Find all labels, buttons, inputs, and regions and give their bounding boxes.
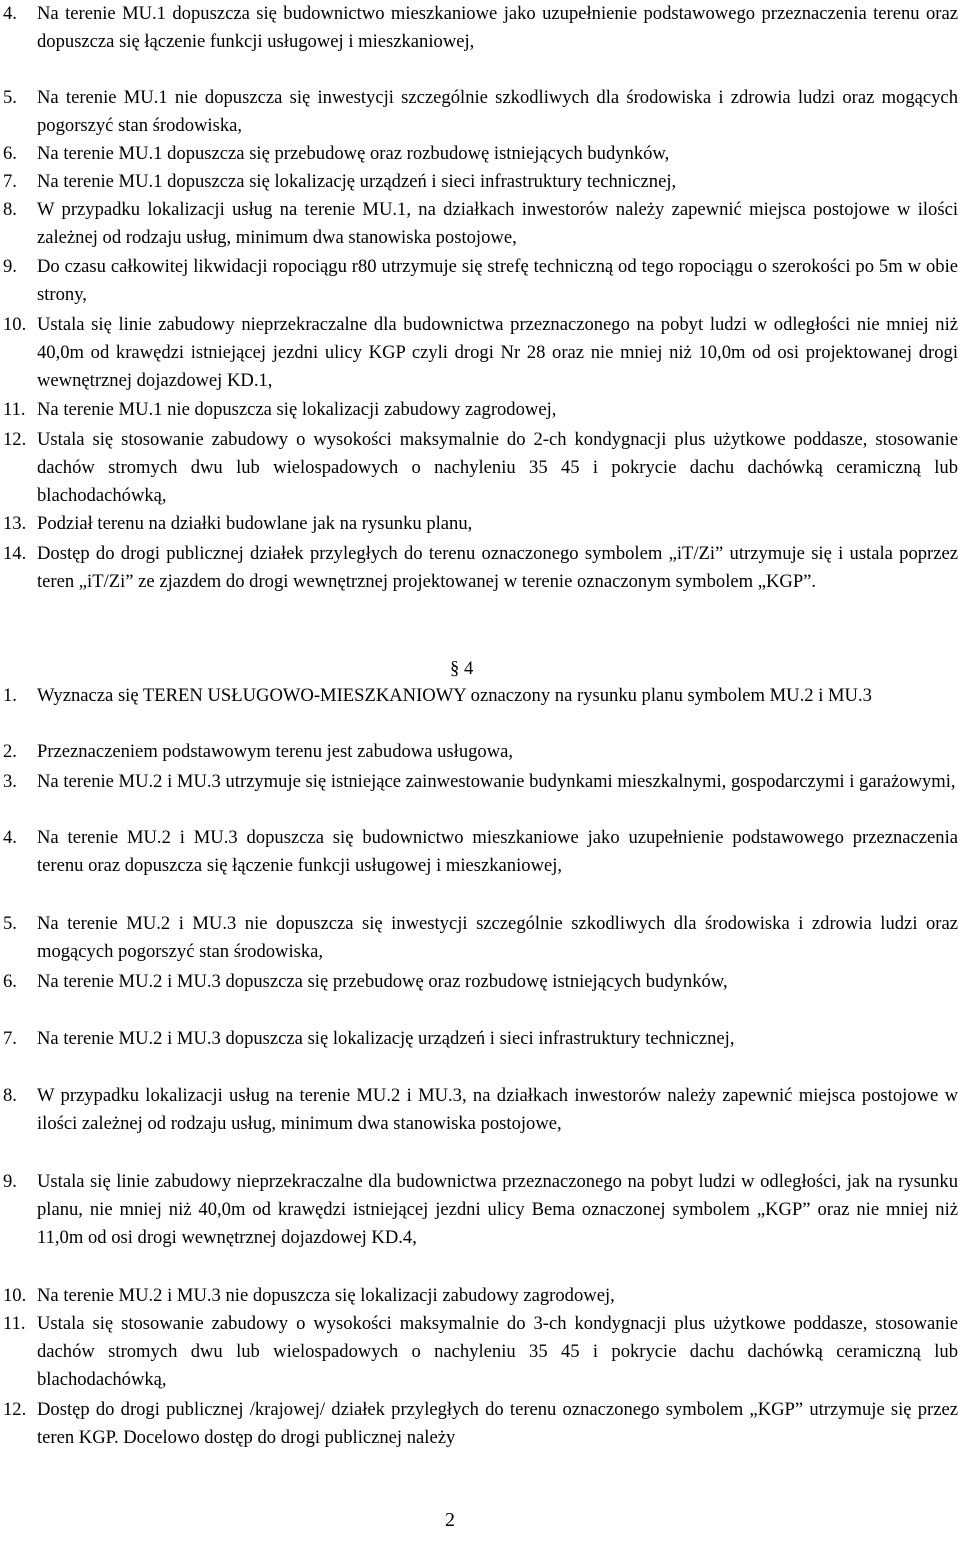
list-item	[0, 1396, 958, 1452]
list-item	[0, 396, 958, 424]
item-text: Na terenie MU.1 dopuszcza się budownictwo mieszkaniowe jako uzupełnienie podstawowego przeznaczenia terenu oraz dopuszcza się łączenie funkcji usługowej i mieszkaniowej,	[37, 3, 958, 52]
item-number: 9.	[3, 1171, 17, 1192]
item-number: 14.	[3, 543, 27, 564]
list-item	[0, 540, 958, 596]
list-item	[0, 682, 958, 710]
list-item	[0, 0, 958, 56]
item-number: 1.	[3, 685, 17, 706]
list-item	[0, 84, 958, 140]
list-item	[0, 910, 958, 966]
item-text: W przypadku lokalizacji usług na terenie MU.1, na działkach inwestorów należy zapewnić miejsca postojowe w ilości zależnej od rodzaju usług, minimum dwa stanowiska postojowe,	[37, 199, 958, 248]
item-number: 4.	[3, 3, 17, 24]
item-number: 5.	[3, 87, 17, 108]
item-number: 2.	[3, 741, 17, 762]
list-item	[0, 768, 958, 796]
list-item	[0, 1025, 958, 1053]
item-number: 6.	[3, 971, 17, 992]
item-number: 10.	[3, 1285, 27, 1306]
item-number: 3.	[3, 771, 17, 792]
list-item	[0, 253, 958, 309]
list-item	[0, 738, 958, 766]
item-text: Podział terenu na działki budowlane jak na rysunku planu,	[37, 513, 473, 534]
item-text: Na terenie MU.1 nie dopuszcza się inwestycji szczególnie szkodliwych dla środowiska i zdrowia ludzi oraz mogących pogorszyć stan środowiska,	[37, 87, 958, 136]
item-number: 11.	[3, 399, 26, 420]
list-item	[0, 510, 958, 538]
item-text: W przypadku lokalizacji usług na terenie MU.2 i MU.3, na działkach inwestorów należy zapewnić miejsca postojowe w ilości zależnej od rodzaju usług, minimum dwa stanowiska postojowe,	[37, 1085, 958, 1134]
item-text: Dostęp do drogi publicznej działek przyległych do terenu oznaczonego symbolem „iT/Zi” utrzymuje się i ustala poprzez teren „iT/Zi” ze zjazdem do drogi wewnętrznej projektowanej w terenie oznaczonym symbolem „KGP”.	[37, 543, 958, 592]
item-number: 12.	[3, 429, 27, 450]
item-text: Ustala się stosowanie zabudowy o wysokości maksymalnie do 2-ch kondygnacji plus użytkowe poddasze, stosowanie dachów stromych dwu lub wielospadowych o nachyleniu 35 45 i pokrycie dachu dachówką ceramiczną lub blachodachówką,	[37, 429, 958, 506]
item-number: 10.	[3, 314, 27, 335]
list-item	[0, 1082, 958, 1138]
item-text: Na terenie MU.2 i MU.3 utrzymuje się istniejące zainwestowanie budynkami mieszkalnymi, gospodarczymi i garażowymi,	[37, 771, 956, 792]
item-number: 11.	[3, 1313, 26, 1334]
item-number: 5.	[3, 913, 17, 934]
item-text: Na terenie MU.2 i MU.3 dopuszcza się lokalizację urządzeń i sieci infrastruktury technicznej,	[37, 1028, 735, 1049]
item-text: Na terenie MU.2 i MU.3 nie dopuszcza się inwestycji szczególnie szkodliwych dla środowiska i zdrowia ludzi oraz mogących pogorszyć stan środowiska,	[37, 913, 958, 962]
list-item	[0, 140, 958, 168]
item-number: 9.	[3, 256, 17, 277]
item-text: Wyznacza się TEREN USŁUGOWO-MIESZKANIOWY oznaczony na rysunku planu symbolem MU.2 i MU.3	[37, 685, 872, 706]
item-number: 7.	[3, 171, 17, 192]
item-number: 12.	[3, 1399, 27, 1420]
list-item	[0, 168, 958, 196]
list-item	[0, 1282, 958, 1310]
item-text: Ustala się linie zabudowy nieprzekraczalne dla budownictwa przeznaczonego na pobyt ludzi w odległości nie mniej niż 40,0m od krawędzi istniejącej jezdni ulicy KGP czyli drogi Nr 28 oraz nie mniej niż 10,0m od osi projektowanej drogi wewnętrznej dojazdowej KD.1,	[37, 314, 958, 391]
item-text: Ustala się linie zabudowy nieprzekraczalne dla budownictwa przeznaczonego na pobyt ludzi w odległości, jak na rysunku planu, nie mniej niż 40,0m od krawędzi istniejącej jezdni ulicy Bema oznaczonej symbolem „KGP” oraz nie mniej niż 11,0m od osi drogi wewnętrznej dojazdowej KD.4,	[37, 1171, 958, 1248]
item-number: 13.	[3, 513, 27, 534]
item-text: Do czasu całkowitej likwidacji ropociągu r80 utrzymuje się strefę techniczną od tego ropociągu o szerokości po 5m w obie strony,	[37, 256, 958, 305]
item-number: 7.	[3, 1028, 17, 1049]
item-text: Na terenie MU.1 nie dopuszcza się lokalizacji zabudowy zagrodowej,	[37, 399, 557, 420]
item-number: 6.	[3, 143, 17, 164]
item-text: Na terenie MU.1 dopuszcza się przebudowę oraz rozbudowę istniejących budynków,	[37, 143, 670, 164]
item-text: Ustala się stosowanie zabudowy o wysokości maksymalnie do 3-ch kondygnacji plus użytkowe poddasze, stosowanie dachów stromych dwu lub wielospadowych o nachyleniu 35 45 i pokrycie dachu dachówką ceramiczną lub blachodachówką,	[37, 1313, 958, 1390]
page-number: 2	[445, 1509, 455, 1531]
list-item	[0, 824, 958, 880]
item-number: 4.	[3, 827, 17, 848]
item-number: 8.	[3, 1085, 17, 1106]
item-text: Na terenie MU.2 i MU.3 dopuszcza się przebudowę oraz rozbudowę istniejących budynków,	[37, 971, 728, 992]
list-item	[0, 196, 958, 252]
list-item	[0, 426, 958, 510]
section-heading: § 4	[450, 658, 474, 679]
list-item	[0, 311, 958, 395]
item-text: Na terenie MU.1 dopuszcza się lokalizację urządzeń i sieci infrastruktury technicznej,	[37, 171, 677, 192]
item-text: Na terenie MU.2 i MU.3 nie dopuszcza się lokalizacji zabudowy zagrodowej,	[37, 1285, 615, 1306]
item-text: Na terenie MU.2 i MU.3 dopuszcza się budownictwo mieszkaniowe jako uzupełnienie podstawowego przeznaczenia terenu oraz dopuszcza się łączenie funkcji usługowej i mieszkaniowej,	[37, 827, 958, 876]
list-item	[0, 968, 958, 996]
list-item	[0, 1310, 958, 1394]
item-text: Przeznaczeniem podstawowym terenu jest zabudowa usługowa,	[37, 741, 514, 762]
list-item	[0, 1168, 958, 1252]
item-number: 8.	[3, 199, 17, 220]
item-text: Dostęp do drogi publicznej /krajowej/ działek przyległych do terenu oznaczonego symbolem „KGP” utrzymuje się przez teren KGP. Docelowo dostęp do drogi publicznej należy	[37, 1399, 958, 1448]
